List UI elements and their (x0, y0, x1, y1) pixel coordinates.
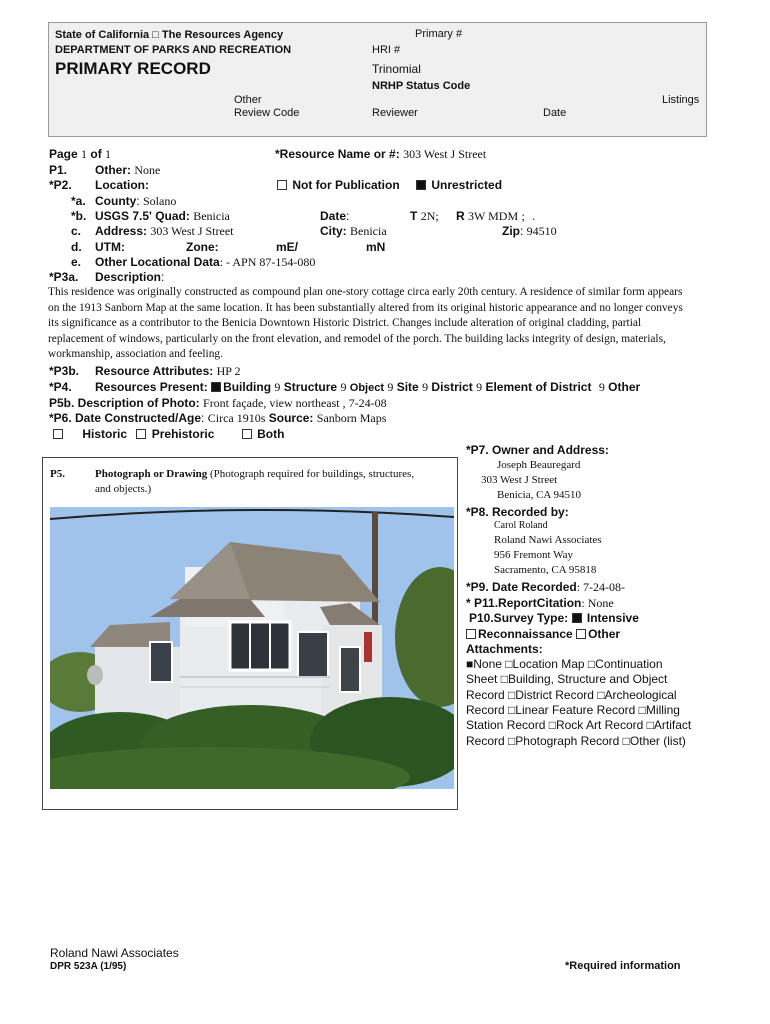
historic-checkbox[interactable] (53, 429, 63, 439)
zip: Zip: 94510 (502, 224, 557, 238)
p10-survey-type (469, 611, 639, 625)
building-label: Building (223, 380, 272, 394)
department-text: DEPARTMENT OF PARKS AND RECREATION (55, 44, 292, 56)
page-of: of (90, 147, 102, 161)
footer-required-note: *Required information (565, 960, 681, 972)
address-label: Address: (95, 224, 148, 238)
resource-name-value: 303 West J Street (403, 147, 487, 161)
date-label: Date (543, 107, 567, 119)
element-marker[interactable]: 9 (476, 380, 483, 394)
photo-description-label: P5b. Description of Photo: (49, 396, 200, 410)
building-checkbox[interactable] (211, 382, 221, 392)
p4-code: *P4. (49, 380, 72, 394)
p1-code: P1. (49, 163, 68, 177)
p3a-code: *P3a. (49, 270, 79, 284)
page-indicator (49, 147, 111, 162)
township-value: 2N; (420, 209, 439, 223)
p1-label: Other: (95, 163, 131, 177)
source-label: Source: (268, 411, 314, 425)
p2b-code: *b. (71, 209, 87, 223)
intensive-label: Intensive (586, 611, 639, 625)
quad-label: USGS 7.5' Quad: (95, 209, 190, 223)
attachments-line-6: Record □Photograph Record □Other (list) (466, 734, 686, 748)
zip-value: 94510 (526, 224, 557, 238)
quad-date-label: Date (320, 209, 347, 223)
zip-label: Zip (502, 224, 520, 238)
attachments-line-4: Record □Linear Feature Record □Milling (466, 703, 680, 717)
p5b-description-photo (49, 396, 387, 411)
resource-name-label: *Resource Name or #: (275, 147, 400, 161)
unrestricted (416, 178, 502, 192)
county-value: Solano (143, 194, 177, 208)
age-options (53, 427, 284, 441)
p8-recorder-line-1: Carol Roland (494, 520, 548, 531)
element-label: Element of District (485, 380, 592, 394)
agency-text: State of California □ The Resources Agency (55, 29, 284, 41)
county-label: County (95, 194, 137, 208)
date-recorded-label: *P9. Date Recorded (466, 580, 577, 594)
utm-zone: Zone: (186, 240, 219, 254)
structure-marker[interactable]: 9 (274, 380, 281, 394)
page-number: 1 (81, 147, 88, 161)
p2b-quad (95, 209, 230, 224)
p2c-code: c. (71, 224, 82, 238)
p5-caption (95, 468, 414, 480)
not-for-publication-label: Not for Publication (292, 178, 400, 192)
other-locational (95, 255, 315, 270)
attachments-line-5: Station Record □Rock Art Record □Artifact (466, 718, 692, 732)
p8-recorder-line-2: Roland Nawi Associates (494, 534, 602, 546)
prehistoric-label: Prehistoric (151, 427, 215, 441)
trinomial-label: Trinomial (372, 62, 421, 76)
survey-other-label: Other (588, 627, 621, 641)
description-colon: : (161, 270, 165, 284)
unrestricted-checkbox[interactable] (416, 180, 426, 190)
district-marker[interactable]: 9 (422, 380, 429, 394)
survey-type-label: P10.Survey Type: (469, 611, 569, 625)
listings-label: Listings (662, 94, 700, 106)
range-dot: . (532, 209, 536, 223)
attachments-line-3: Record □District Record □Archeological (466, 688, 677, 702)
p2a-county: County: Solano (95, 194, 177, 208)
p2-code: *P2. (49, 178, 72, 192)
hri-label: HRI # (372, 44, 401, 56)
range-label: R (456, 209, 465, 223)
site-label: Site (396, 380, 419, 394)
historic-label: Historic (82, 427, 128, 441)
intensive-checkbox[interactable] (572, 613, 582, 623)
p2e-code: e. (71, 255, 82, 269)
reviewer-label: Reviewer (372, 107, 418, 119)
attachments-line-2: Sheet □Building, Structure and Object (466, 672, 668, 686)
district-label: District (431, 380, 473, 394)
p1-value: None (134, 163, 161, 177)
description-label: Description (95, 270, 162, 284)
city-value: Benicia (350, 224, 387, 238)
p5-code: P5. (50, 468, 65, 480)
description-text: This residence was originally constructed as compound plan one-story cottage circa early 20th century. A residence of similar form appears on the 1913 Sanborn Map at the same location. It has been substantially altered from its original historic appearance and no longer conveys its significance as a contributor to the Benicia Downtown Historic District. Changes include alteration of original cladding, partial replacement of windows, particularly on the front elevation, and remodel of the porch. The building lacks integrity of design, materials, workmanship, association and feeling. (48, 286, 683, 361)
other-marker[interactable]: 9 (598, 380, 605, 394)
range-semicolon: ; (521, 209, 525, 223)
p8-recorder-line-3: 956 Fremont Way (494, 549, 573, 561)
p10-options (466, 627, 620, 641)
both-checkbox[interactable] (242, 429, 252, 439)
p5-note-2: and objects.) (95, 483, 152, 495)
quad-date: Date: (320, 209, 350, 223)
p2a-code: *a. (71, 194, 86, 208)
resource-attributes-label: Resource Attributes: (95, 364, 214, 378)
resource-attributes (95, 364, 241, 379)
both-label: Both (257, 427, 285, 441)
p2c-address (95, 224, 234, 239)
utm-label: UTM: (95, 240, 125, 254)
date-constructed-colon: : (201, 411, 205, 425)
city (320, 224, 387, 239)
other-locational-value: : - APN 87-154-080 (219, 255, 316, 269)
prehistoric-checkbox[interactable] (136, 429, 146, 439)
p7-owner-line-3: Benicia, CA 94510 (497, 489, 582, 501)
resource-attributes-value: HP 2 (216, 364, 241, 378)
p7-owner-line-2: 303 West J Street (481, 474, 558, 486)
other-resource-label: Other (608, 380, 641, 394)
reconnaissance-label: Reconnaissance (478, 627, 573, 641)
p7-owner-line-1: Joseph Beauregard (497, 459, 581, 471)
p11-report-citation (466, 596, 614, 611)
range-value: 3W MDM (468, 209, 519, 223)
object-marker[interactable]: 9 (340, 380, 347, 394)
p3b-code: *P3b. (49, 364, 80, 378)
utm-mn: mN (366, 240, 386, 254)
house-photo (50, 507, 454, 789)
range (456, 209, 535, 224)
p9-date-recorded (466, 580, 625, 595)
other-label: Other (234, 94, 262, 106)
resources-present (95, 380, 640, 395)
date-constructed-label: *P6. Date Constructed/Age (49, 411, 202, 425)
report-citation-value: : None (581, 596, 614, 610)
survey-other-checkbox[interactable] (576, 629, 586, 639)
quad-value: Benicia (193, 209, 230, 223)
site-marker[interactable]: 9 (387, 380, 394, 394)
not-for-publication (277, 178, 400, 192)
footer-firm: Roland Nawi Associates (50, 946, 179, 960)
p8-recorder-line-4: Sacramento, CA 95818 (494, 564, 597, 576)
page-total: 1 (105, 147, 112, 161)
object-label: Object (349, 382, 385, 394)
city-label: City: (320, 224, 347, 238)
page-label: Page (49, 147, 78, 161)
township-label: T (410, 209, 418, 223)
p5-note: (Photograph required for buildings, structures, (210, 468, 415, 480)
footer-form-number: DPR 523A (1/95) (50, 961, 127, 972)
p6-date-constructed (49, 411, 386, 426)
address-value: 303 West J Street (150, 224, 234, 238)
p2-label: Location: (95, 178, 149, 192)
date-constructed-value: Circa 1910s (207, 411, 266, 425)
not-for-publication-checkbox[interactable] (277, 180, 287, 190)
nrhp-label: NRHP Status Code (372, 80, 471, 92)
p7-label: *P7. Owner and Address: (466, 443, 609, 457)
report-citation-label: * P11.ReportCitation (466, 596, 582, 610)
p8-label: *P8. Recorded by: (466, 505, 569, 519)
other-locational-label: Other Locational Data (95, 255, 220, 269)
review-code-label: Review Code (234, 107, 300, 119)
resources-present-label: Resources Present: (95, 380, 208, 394)
attachments-label: Attachments: (466, 642, 543, 656)
house-photo-illustration (50, 507, 454, 789)
attachments-line-1: ■None □Location Map □Continuation (466, 657, 663, 671)
p1-other (95, 163, 160, 178)
township (410, 209, 439, 224)
primary-label: Primary # (415, 28, 463, 40)
resource-name (275, 147, 486, 162)
structure-label: Structure (283, 380, 338, 394)
source-value: Sanborn Maps (316, 411, 387, 425)
p5-label: Photograph or Drawing (95, 468, 208, 480)
page-title: PRIMARY RECORD (55, 59, 211, 78)
reconnaissance-checkbox[interactable] (466, 629, 476, 639)
p2d-code: d. (71, 240, 82, 254)
photo-description-value: Front façade, view northeast , 7-24-08 (203, 396, 387, 410)
date-recorded-value: : 7-24-08- (576, 580, 626, 594)
p3a-description-heading (95, 270, 164, 284)
unrestricted-label: Unrestricted (431, 178, 503, 192)
utm-me: mE/ (276, 240, 299, 254)
